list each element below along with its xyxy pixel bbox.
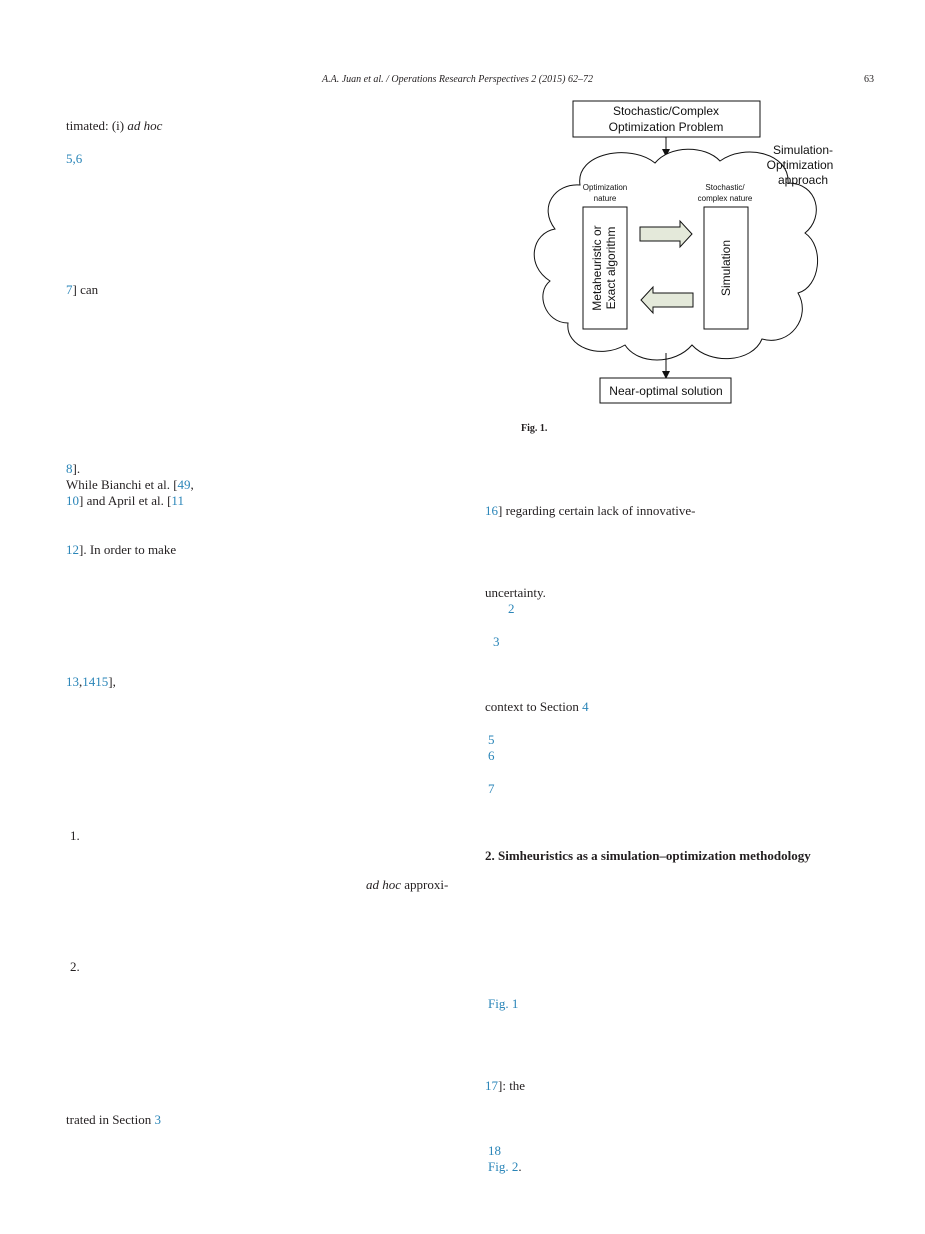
opt-nature-line1: Optimization [582, 183, 628, 192]
right-line-7 [488, 748, 495, 764]
section-link[interactable]: 7 [488, 781, 495, 796]
text-fragment: ], [108, 674, 116, 689]
figure-link[interactable]: Fig. 2 [488, 1159, 519, 1174]
section-link[interactable]: 3 [493, 634, 500, 649]
text-fragment: While Bianchi et al. [ [66, 477, 178, 492]
approach-line3: approach [777, 173, 829, 187]
citation-link[interactable]: 17 [485, 1078, 498, 1093]
page-number: 63 [864, 74, 874, 85]
citation-link[interactable]: 18 [488, 1143, 501, 1158]
problem-box-line2: Optimization Problem [608, 120, 724, 134]
figure-1-caption: Fig. 1. [521, 423, 548, 434]
left-line-7 [66, 542, 176, 558]
citation-link[interactable]: 1415 [82, 674, 109, 689]
figure-1-diagram [520, 95, 840, 410]
left-line-1 [66, 118, 162, 134]
opt-nature-line2: nature [593, 194, 617, 203]
left-line-2 [66, 151, 82, 167]
section-link[interactable]: 4 [582, 699, 589, 714]
figure-link[interactable]: Fig. 1 [488, 996, 519, 1011]
stoch-nature-line1: Stochastic/ [705, 183, 745, 192]
left-line-10 [66, 1112, 161, 1128]
right-line-5 [485, 699, 589, 715]
cloud-shape [534, 149, 817, 360]
left-line-6 [66, 493, 184, 509]
text-fragment: ]: the [498, 1078, 526, 1093]
left-line-3 [66, 282, 98, 298]
text-fragment: approxi- [401, 877, 449, 892]
approach-line1: Simulation- [772, 143, 834, 157]
list-item-1-number: 1. [70, 828, 80, 843]
text-fragment: trated in Section [66, 1112, 155, 1127]
text-fragment: ]. In order to make [79, 542, 177, 557]
algorithm-line2: Exact algorithm [604, 226, 618, 310]
citation-link[interactable]: 8 [66, 461, 73, 476]
right-line-4 [493, 634, 500, 650]
citation-link[interactable]: 12 [66, 542, 79, 557]
section-link[interactable]: 3 [154, 1112, 161, 1127]
citation-link[interactable]: 11 [171, 493, 184, 508]
text-fragment: ] regarding certain lack of innovative- [498, 503, 696, 518]
right-line-8 [488, 781, 495, 797]
solution-box-label: Near-optimal solution [609, 384, 723, 398]
section-heading: 2. Simheuristics as a simulation–optimization methodology [485, 848, 811, 863]
section-link[interactable]: 5 [488, 732, 495, 747]
right-line-3 [508, 601, 515, 617]
running-title: A.A. Juan et al. / Operations Research Perspectives 2 (2015) 62–72 [322, 74, 593, 85]
right-line-2: uncertainty. [485, 585, 546, 600]
section-link[interactable]: 2 [508, 601, 515, 616]
italic-fragment: ad hoc [366, 877, 402, 892]
text-fragment: ]. [72, 461, 81, 476]
text-fragment: context to Section [485, 699, 583, 714]
section-link[interactable]: 6 [488, 748, 495, 763]
left-line-8 [66, 674, 116, 690]
citation-link[interactable]: 10 [66, 493, 79, 508]
citation-link[interactable]: 5,6 [66, 151, 83, 166]
text-fragment: ] can [72, 282, 99, 297]
citation-link[interactable]: 13 [66, 674, 79, 689]
problem-box-line1: Stochastic/Complex [612, 104, 720, 118]
stoch-nature-line2: complex nature [697, 194, 753, 203]
simulation-label: Simulation [719, 239, 733, 297]
list-item-2-number: 2. [70, 959, 80, 974]
right-line-6 [488, 732, 495, 748]
citation-link[interactable]: 16 [485, 503, 498, 518]
text-fragment: timated: (i) [66, 118, 128, 133]
italic-fragment: ad hoc [127, 118, 163, 133]
text-fragment: . [518, 1159, 522, 1174]
text-fragment: , [79, 674, 83, 689]
right-line-11 [488, 1143, 501, 1159]
citation-link[interactable]: 7 [66, 282, 73, 297]
right-line-12 [488, 1159, 522, 1175]
right-line-9 [488, 996, 518, 1012]
text-fragment: ] and April et al. [ [79, 493, 172, 508]
text-fragment: , [190, 477, 194, 492]
left-line-9 [366, 877, 448, 893]
left-line-4 [66, 461, 80, 477]
approach-line2: Optimization [766, 158, 834, 172]
algorithm-line1: Metaheuristic or [590, 225, 604, 311]
left-line-5 [66, 477, 194, 493]
right-line-1 [485, 503, 695, 519]
citation-link[interactable]: 49 [177, 477, 191, 492]
right-line-10 [485, 1078, 525, 1094]
